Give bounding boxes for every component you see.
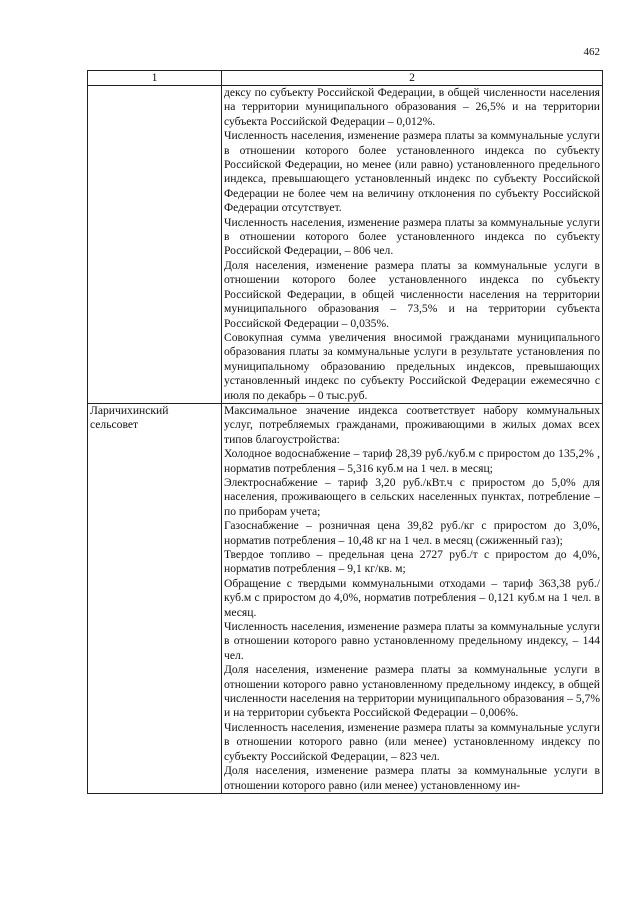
paragraph: Доля населения, изменение размера платы за коммунальные услуги в отношении которого равно (или менее) установленному ин-: [224, 764, 600, 792]
paragraph: Доля населения, изменение размера платы за коммунальные услуги в отношении которого более установленного индекса по субъекту Российской Федерации, в общей численности населения на территории муниципального образования – 73,5% и на территории субъекта Российской Федерации – 0,035%.: [224, 258, 600, 330]
paragraph: Доля населения, изменение размера платы за коммунальные услуги в отношении которого равно установленному предельному индексу, в общей численности населения на территории муниципального образования – 5,7% и на территории субъекта Российской Федерации – 0,006%.: [224, 663, 600, 720]
paragraph: Максимальное значение индекса соответствует набору коммунальных услуг, потребляемых гражданами, проживающими в жилых домах всех типов благоустройства:: [224, 403, 600, 446]
description-cell: [222, 403, 603, 793]
paragraph: Численность населения, изменение размера платы за коммунальные услуги в отношении которого более установленного индекса по субъекту Российской Федерации, но менее (или равно) установленного предельного индекса, превышающего установленный индекс по субъекту Российской Федерации не более чем на величину отклонения по субъекту Российской Федерации отсутствует.: [224, 129, 600, 215]
municipality-cell: [88, 86, 222, 404]
column-header-1: 1: [88, 71, 222, 86]
paragraph: дексу по субъекту Российской Федерации, в общей численности населения на территории муниципального образования – 26,5% и на территории субъекта Российской Федерации – 0,012%.: [224, 86, 600, 128]
table-row: [88, 403, 603, 793]
document-table: [87, 70, 603, 794]
paragraph: Совокупная сумма увеличения вносимой гражданами муниципального образования платы за коммунальные услуги в результате установления по муниципальному образованию предельных индексов, превышающих установленный индекс по субъекту Российской Федерации ежемесячно с июля по декабрь – 0 тыс.руб.: [224, 330, 600, 402]
paragraph: Электроснабжение – тариф 3,20 руб./кВт.ч с приростом до 5,0% для населения, проживающего в сельских населенных пунктах, потребление – по приборам учета;: [224, 475, 600, 518]
table-row: [88, 86, 603, 404]
column-header-2: 2: [222, 71, 603, 86]
paragraph: Твердое топливо – предельная цена 2727 руб./т с приростом до 4,0%, норматив потребления – 9,1 кг/кв. м;: [224, 548, 600, 576]
paragraph: Численность населения, изменение размера платы за коммунальные услуги в отношении которого равно установленному предельному индексу, – 144 чел.: [224, 620, 600, 662]
table-header-row: [88, 71, 603, 86]
paragraph: Численность населения, изменение размера платы за коммунальные услуги в отношении которого более установленного индекса по субъекту Российской Федерации, – 806 чел.: [224, 215, 600, 258]
municipality-cell: Ларичихинский сельсовет: [88, 403, 222, 793]
paragraph: Обращение с твердыми коммунальными отходами – тариф 363,38 руб./куб.м с приростом до 4,0%, норматив потребления – 0,121 куб.м на 1 чел. в месяц.: [224, 576, 600, 619]
paragraph: Численность населения, изменение размера платы за коммунальные услуги в отношении которого равно (или менее) установленному индексу по субъекту Российской Федерации, – 823 чел.: [224, 720, 600, 763]
paragraph: Холодное водоснабжение – тариф 28,39 руб./куб.м с приростом до 135,2% , норматив потребления – 5,316 куб.м на 1 чел. в месяц;: [224, 447, 600, 475]
description-cell: [222, 86, 603, 404]
page-number: 462: [583, 46, 600, 58]
paragraph: Газоснабжение – розничная цена 39,82 руб./кг с приростом до 3,0%, норматив потребления – 10,48 кг на 1 чел. в месяц (сжиженный газ);: [224, 519, 600, 547]
